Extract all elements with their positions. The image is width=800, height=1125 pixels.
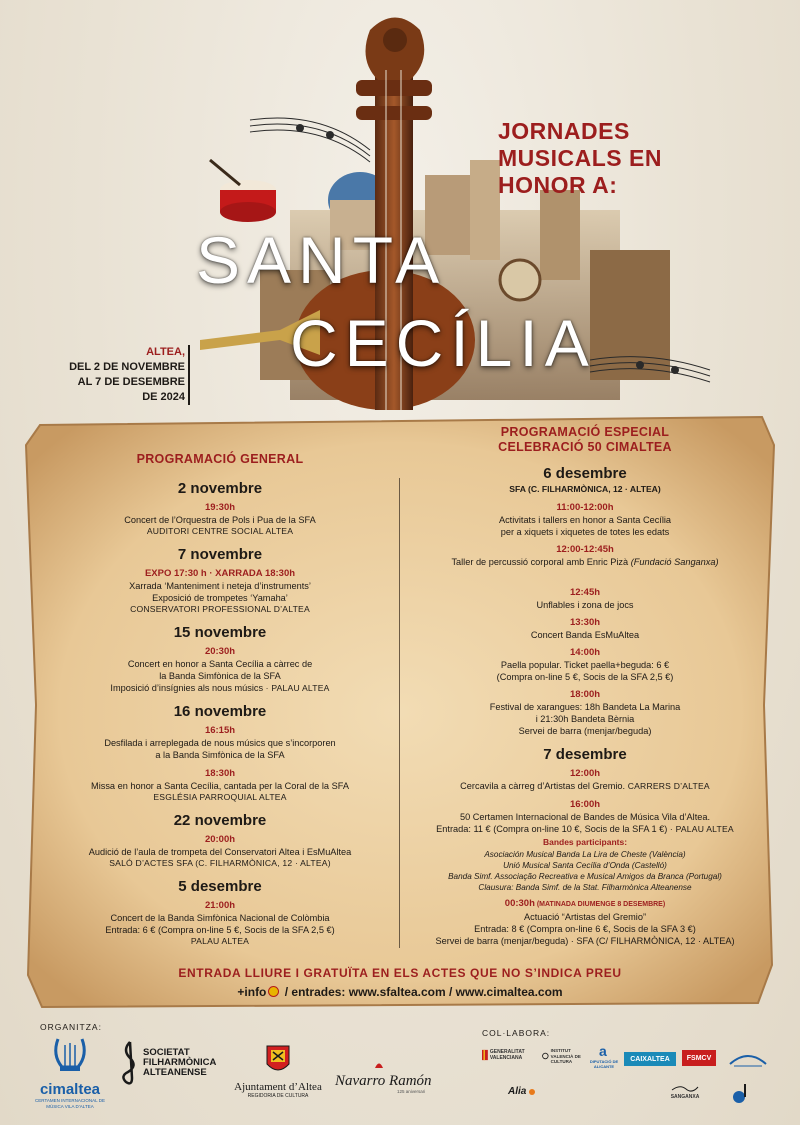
music-note-icon: [730, 1082, 758, 1104]
sponsor-label: CAIXALTEA: [630, 1055, 670, 1063]
title-santa: SANTA: [196, 223, 447, 297]
sponsor-ocean-icon: [728, 1050, 772, 1068]
diputacio-icon: [597, 1044, 611, 1058]
time-label: 11:00-12:00h: [556, 502, 614, 513]
time-part: 00:30h: [504, 898, 535, 909]
general-title: PROGRAMACIÓ GENERAL: [136, 452, 304, 466]
time-label: [415, 897, 755, 911]
general-programme: [60, 452, 380, 947]
time-label: 16:15h: [204, 725, 236, 736]
ajuntament-logo: [228, 1044, 328, 1099]
date-7-novembre: 7 novembre: [177, 546, 263, 563]
time-label: 20:00h: [204, 834, 236, 845]
event-text: Exposició de trompetes ‘Yamaha’: [152, 593, 288, 603]
event-text: Concert de la Banda Simfònica Nacional de Colòmbia: [110, 913, 330, 923]
info-icon: [268, 986, 279, 997]
event-text: i 21:30h Bandeta Bèrnia: [535, 714, 635, 724]
sponsor-ivc: [542, 1048, 592, 1065]
event-text-part: Imposició d’insígnies als nous músics: [110, 683, 264, 693]
event-text: Concert de l’Orquestra de Pols i Pua de la SFA: [124, 515, 316, 525]
event-place: SALÓ D’ACTES SFA (C. FILHARMÒNICA, 12 · ALTEA): [109, 858, 331, 868]
event-text: (Compra on-line 5 €, Socis de la SFA 2,5 €): [496, 672, 674, 682]
navarro-ramon-name: Navarro Ramón: [335, 1073, 432, 1089]
date-5-desembre: 5 desembre: [178, 878, 262, 895]
cimaltea-subtitle: CERTAMEN INTERNACIONAL DE MÚSICA VILA D’ALTEA: [35, 1098, 105, 1109]
colabora-label: COL·LABORA:: [482, 1028, 551, 1038]
sponsor-label: SANGANXA: [670, 1094, 700, 1100]
event-text: Desfilada i arreplegada de nous músics que s’incorporen: [104, 738, 336, 748]
time-label: 12:00h: [569, 768, 601, 779]
dates-divider: [188, 345, 190, 405]
participant: Unió Musical Santa Cecília d’Onda (Castelló): [503, 861, 667, 870]
event-place: PALAU ALTEA: [190, 936, 250, 946]
date-6-desembre: 6 desembre: [543, 465, 627, 482]
participants-title: Bandes participants:: [542, 837, 628, 847]
event-text: la Banda Simfònica de la SFA: [159, 671, 281, 681]
event-text: Actuació “Artistas del Gremio”: [523, 912, 647, 922]
participant: Asociación Musical Banda La Lira de Cheste (València): [484, 850, 686, 859]
event-text: [60, 682, 380, 694]
special-title-2: CELEBRACIÓ 50 CIMALTEA: [498, 440, 672, 454]
star-icon: [528, 1088, 536, 1096]
event-text: Missa en honor a Santa Cecília, cantada per la Coral de la SFA: [91, 781, 349, 791]
svg-text:a: a: [599, 1044, 607, 1058]
cimaltea-logo: [30, 1035, 110, 1110]
time-label: 14:00h: [569, 647, 601, 658]
time-label: 12:00-12:45h: [556, 544, 614, 555]
title-cecilia: CECÍLIA: [290, 306, 596, 380]
time-label: EXPO 17:30 h · XARRADA 18:30h: [144, 568, 296, 579]
participant: Banda Simf. Associação Recreativa e Musical Amigos da Branca (Portugal): [448, 872, 722, 881]
event-text: Entrada: 8 € (Compra on-line 6 €, Socis de la SFA 3 €): [474, 924, 696, 934]
special-title-1: PROGRAMACIÓ ESPECIAL: [500, 425, 670, 439]
sponsor-label: INSTITUT VALENCIÀ DE CULTURA: [550, 1048, 581, 1064]
event-text: 50 Certamen Internacional de Bandes de Música Vila d’Altea.: [459, 812, 711, 822]
event-text: [415, 556, 755, 568]
event-text: Audició de l’aula de trompeta del Conservatori Altea i EsMuAltea: [88, 847, 352, 857]
event-text-italic: (Fundació Sanganxa): [630, 557, 719, 567]
participant: Clausura: Banda Simf. de la Stat. Filharmònica Alteanense: [478, 883, 692, 892]
sponsor-label: Alia: [508, 1086, 527, 1097]
sfa-text: [143, 1048, 216, 1078]
event-text: Servei de barra (menjar/beguda): [518, 726, 652, 736]
event-text: Unflables i zona de jocs: [536, 600, 634, 610]
sponsor-diputacio: [588, 1044, 620, 1069]
dates-line-3: DE 2024: [142, 391, 185, 403]
sfa-line-1: SOCIETAT: [143, 1047, 190, 1058]
event-place: CARRERS D’ALTEA: [625, 781, 710, 791]
info-line: [0, 985, 800, 999]
time-label: 18:30h: [204, 768, 236, 779]
sponsor-alia: [508, 1086, 558, 1097]
wave-icon: [728, 1050, 768, 1068]
event-text: Concert Banda EsMuAltea: [530, 630, 640, 640]
sponsor-label: GENERALITAT VALENCIANA: [489, 1049, 525, 1061]
treble-clef-icon: [118, 1040, 140, 1086]
info-links[interactable]: / entrades: www.sfaltea.com / www.cimaltea.com: [281, 985, 563, 999]
place-label: ALTEA,: [146, 346, 185, 358]
sfa-line-2: FILHARMÒNICA: [143, 1057, 217, 1068]
flame-icon: [373, 1059, 385, 1069]
time-label: 18:00h: [569, 689, 601, 700]
jornades-heading: [498, 118, 698, 199]
sponsor-fsmcv: [682, 1050, 716, 1066]
time-label: 13:30h: [569, 617, 601, 628]
coat-of-arms-icon: [265, 1044, 291, 1076]
venue: SFA (C. FILHARMÒNICA, 12 · ALTEA): [509, 484, 661, 494]
event-place: AUDITORI CENTRE SOCIAL ALTEA: [146, 526, 294, 536]
dates-line-2: AL 7 DE DESEMBRE: [77, 376, 185, 388]
event-text-part: Cercavila a càrreg d’Artistas del Gremio.: [460, 781, 626, 791]
event-text: a la Banda Simfònica de la SFA: [155, 750, 285, 760]
ajuntament-subtitle: REGIDORIA DE CULTURA: [247, 1093, 309, 1099]
event-text-part: Taller de percussió corporal amb Enric Pizà: [451, 557, 629, 567]
event-text: Festival de xarangues: 18h Bandeta La Marina: [489, 702, 681, 712]
event-dates: [40, 345, 185, 405]
free-entry-notice: ENTRADA LLIURE I GRATUÏTA EN ELS ACTES QUE NO S’INDICA PREU: [178, 966, 622, 980]
sponsor-sanganxa: [662, 1084, 708, 1100]
event-text: Xarrada ‘Manteniment i neteja d’instruments’: [129, 581, 311, 591]
event-text: per a xiquets i xiquetes de totes les edats: [500, 527, 670, 537]
signature-icon: [670, 1084, 700, 1092]
event-text: [415, 823, 755, 835]
date-7-desembre: 7 desembre: [543, 746, 627, 763]
navarro-ramon-logo: [335, 1056, 445, 1094]
event-text: Servei de barra (menjar/beguda) · SFA (C/ FILHARMÒNICA, 12 · ALTEA): [435, 936, 735, 946]
time-note: (MATINADA DIUMENGE 8 DESEMBRE): [534, 901, 666, 908]
event-place: CONSERVATORI PROFESSIONAL D’ALTEA: [130, 604, 310, 614]
sponsor-music-icon: [730, 1082, 770, 1104]
jornades-line-1: JORNADES: [498, 118, 630, 144]
cimaltea-name: cimaltea: [39, 1081, 101, 1098]
date-2-novembre: 2 novembre: [177, 480, 263, 497]
generalitat-icon: [482, 1048, 488, 1062]
sponsor-caixaltea: [624, 1052, 676, 1066]
date-15-novembre: 15 novembre: [173, 624, 267, 641]
event-text: Activitats i tallers en honor a Santa Cecília: [498, 515, 672, 525]
info-prefix: +info: [237, 985, 267, 999]
organitza-label: ORGANITZA:: [40, 1022, 102, 1032]
event-text: [415, 780, 755, 792]
event-text: Paella popular. Ticket paella+beguda: 6 €: [500, 660, 670, 670]
sponsor-label: FSMCV: [686, 1054, 712, 1062]
time-label: 16:00h: [569, 799, 601, 810]
event-place: · PALAU ALTEA: [263, 683, 330, 693]
column-divider: [399, 478, 400, 948]
sfa-logo: [118, 1040, 228, 1086]
time-label: 21:00h: [204, 900, 236, 911]
navarro-ramon-subtitle: 125 aniversari: [397, 1089, 426, 1094]
ivc-icon: [542, 1050, 549, 1062]
sfa-line-3: ALTEANENSE: [143, 1067, 207, 1078]
sponsor-label: DIPUTACIÓ DE ALICANTE: [589, 1059, 619, 1069]
time-label: 20:30h: [204, 646, 236, 657]
time-label: 12:45h: [569, 587, 601, 598]
jornades-line-2: MUSICALS EN: [498, 145, 662, 171]
event-text-part: Entrada: 11 € (Compra on-line 10 €, Socis de la SFA 1 €): [436, 824, 668, 834]
event-text: Entrada: 6 € (Compra on-line 5 €, Socis de la SFA 2,5 €): [105, 925, 335, 935]
special-programme: [415, 425, 755, 947]
event-place: ESGLÉSIA PARROQUIAL ALTEA: [153, 792, 287, 802]
sponsor-generalitat: [482, 1048, 540, 1062]
event-place: · PALAU ALTEA: [667, 824, 734, 834]
event-text: Concert en honor a Santa Cecília a càrrec de: [127, 659, 313, 669]
dates-line-1: DEL 2 DE NOVEMBRE: [69, 361, 185, 373]
date-22-novembre: 22 novembre: [173, 812, 267, 829]
time-label: 19:30h: [204, 502, 236, 513]
jornades-line-3: HONOR A:: [498, 172, 618, 198]
lyre-icon: [50, 1035, 90, 1077]
ajuntament-name: Ajuntament d’Altea: [234, 1081, 322, 1093]
date-16-novembre: 16 novembre: [173, 703, 267, 720]
